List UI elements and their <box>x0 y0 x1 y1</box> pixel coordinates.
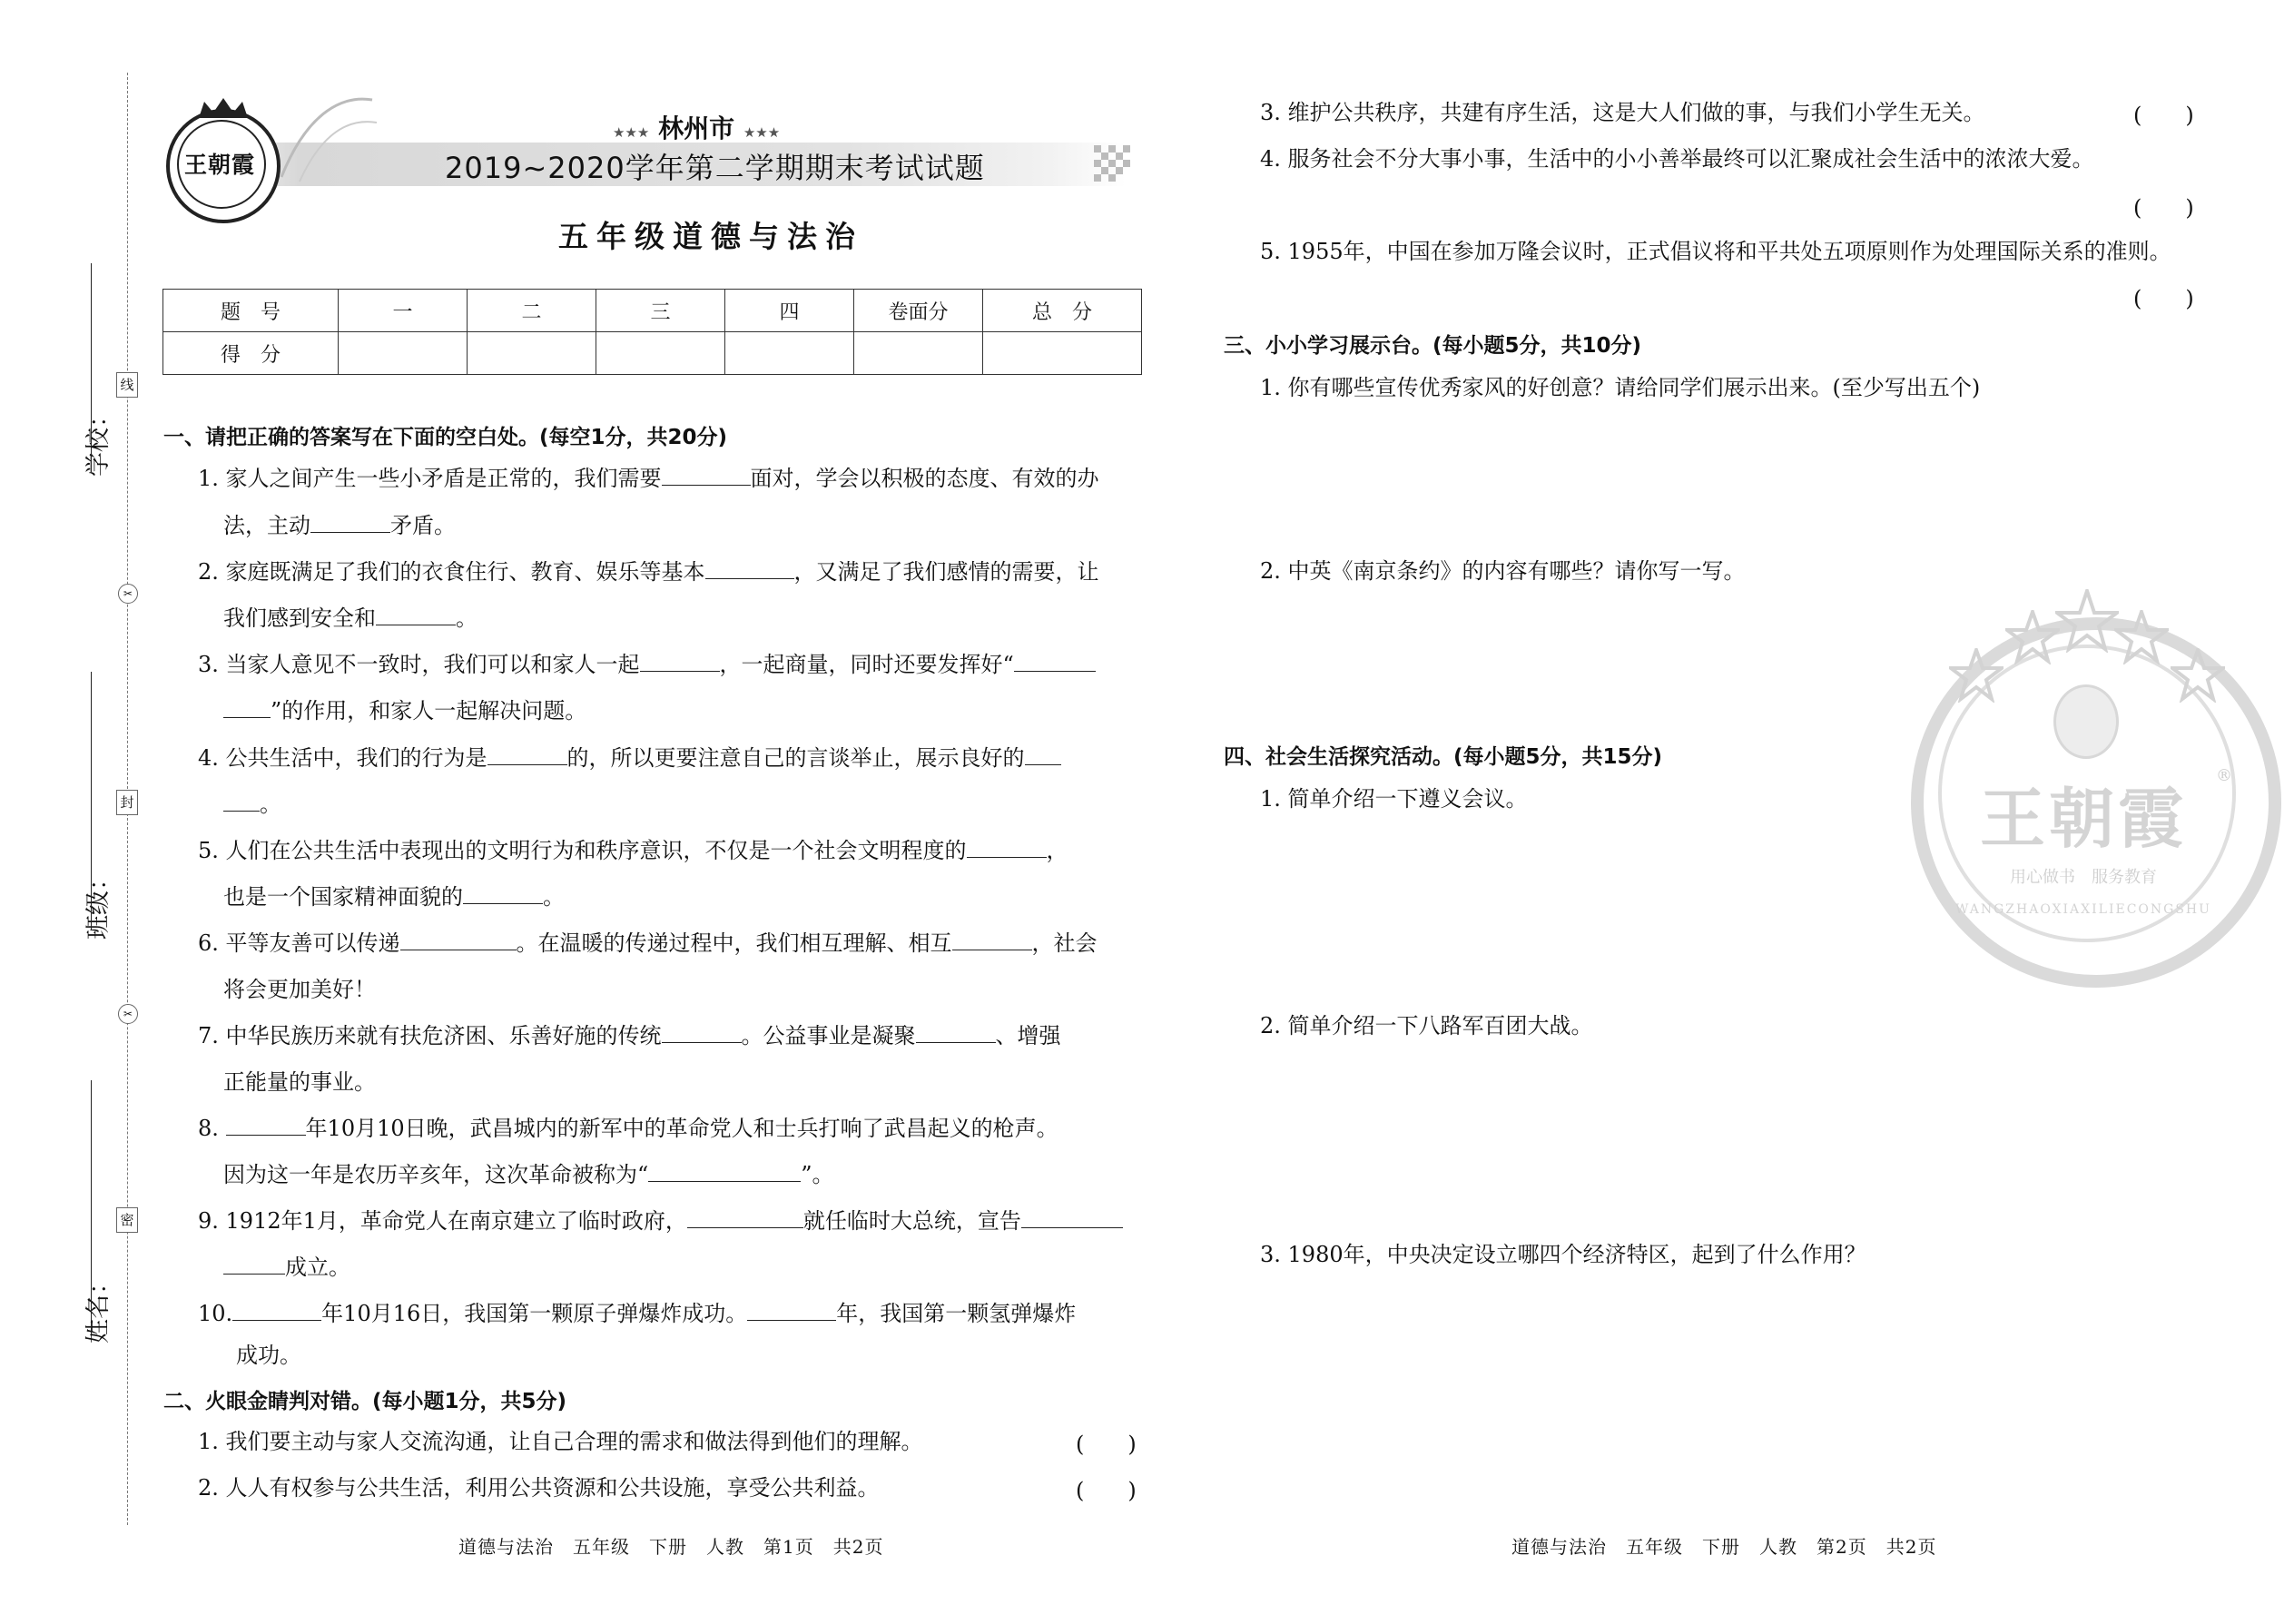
question-3-line-2 <box>223 695 586 726</box>
q-text: 年10月16日，我国第一颗原子弹爆炸成功。 <box>321 1301 748 1326</box>
checker-decoration <box>1094 145 1139 185</box>
name-label: 姓名： <box>84 1270 113 1343</box>
watermark-seal <box>1911 617 2281 988</box>
judge-5: 5. 1955年，中国在参加万隆会议时，正式倡议将和平共处五项原则作为处理国际关系的准则。 <box>1260 239 2171 264</box>
q-text: 将会更加美好！ <box>223 977 376 1002</box>
score-table <box>162 289 1142 375</box>
answer-blank[interactable] <box>223 1254 285 1275</box>
q-text: 7. 中华民族历来就有扶危济困、乐善好施的传统 <box>198 1023 662 1048</box>
watermark-portrait <box>2053 684 2119 759</box>
crown-icon <box>197 98 250 120</box>
answer-blank[interactable] <box>662 465 751 486</box>
q-text: 我们感到安全和 <box>223 605 376 631</box>
answer-blank[interactable] <box>1021 1207 1123 1228</box>
q-text: 4. 公共生活中，我们的行为是 <box>198 745 487 771</box>
answer-blank[interactable] <box>916 1022 996 1043</box>
q-text: ， <box>1046 838 1068 863</box>
watermark-name: 王朝霞 <box>1979 780 2187 857</box>
answer-blank[interactable] <box>967 837 1047 858</box>
q-text: ，又满足了我们感情的需要，让 <box>793 559 1099 585</box>
q-text: 。公益事业是凝聚 <box>741 1023 916 1048</box>
score-cell: 一 <box>339 290 468 332</box>
judge-3: 3. 维护公共秩序，共建有序生活，这是大人们做的事，与我们小学生无关。 <box>1260 100 1985 125</box>
q-text: 5. 人们在公共生活中表现出的文明行为和秩序意识，不仅是一个社会文明程度的 <box>198 838 967 863</box>
q-text: 10. <box>198 1301 233 1326</box>
judge-4: 4. 服务社会不分大事小事，生活中的小小善举最终可以汇聚成社会生活中的浓浓大爱。 <box>1260 146 2094 172</box>
q-text: 面对，学会以积极的态度、有效的办 <box>750 466 1099 491</box>
page-1-footer: 道德与法治 五年级 下册 人教 第1页 共2页 <box>458 1536 884 1558</box>
question-5-line-2 <box>223 881 565 912</box>
activity-question-1: 1. 简单介绍一下遵义会议。 <box>1260 786 1528 812</box>
q-text: 因为这一年是农历辛亥年，这次革命被称为“ <box>223 1162 649 1187</box>
q-text: 年，我国第一颗氢弹爆炸 <box>836 1301 1077 1326</box>
school-blank-line[interactable] <box>91 263 92 472</box>
answer-area[interactable] <box>1260 1275 2168 1502</box>
answer-blank[interactable] <box>310 512 390 533</box>
answer-blank[interactable] <box>1025 744 1061 765</box>
question-10-line-2 <box>236 1340 301 1371</box>
q-text: 成功。 <box>236 1343 301 1368</box>
score-cell: 四 <box>725 290 854 332</box>
score-input-cell[interactable] <box>854 332 983 375</box>
section-2-heading: 二、火眼金睛判对错。(每小题1分，共5分) <box>163 1390 567 1413</box>
question-4-line-2 <box>223 789 281 820</box>
star-icon <box>1949 648 2004 703</box>
star-icon <box>2114 610 2169 664</box>
answer-blank[interactable] <box>223 791 260 812</box>
q-text: 9. 1912年1月，革命党人在南京建立了临时政府， <box>198 1208 687 1234</box>
answer-area[interactable] <box>1260 1047 2168 1228</box>
judge-2: 2. 人人有权参与公共生活，利用公共资源和公共设施，享受公共利益。 <box>198 1475 880 1501</box>
question-1-line-1 <box>198 463 1099 494</box>
question-10-line-1 <box>198 1298 1076 1329</box>
city-title <box>613 109 780 145</box>
q-text: ”。 <box>801 1162 834 1187</box>
q-text: ，一起商量，同时还要发挥好“ <box>719 652 1014 677</box>
answer-blank[interactable] <box>400 930 517 950</box>
question-6-line-1 <box>198 928 1098 959</box>
class-label: 班级： <box>84 866 113 940</box>
scissor-icon: ✂ <box>118 1004 138 1024</box>
answer-blank[interactable] <box>952 930 1032 950</box>
score-cell: 总 分 <box>983 290 1142 332</box>
answer-blank[interactable] <box>705 558 794 579</box>
ribbon-decoration <box>272 91 381 191</box>
q-text: 2. 家庭既满足了我们的衣食住行、教育、娱乐等基本 <box>198 559 705 585</box>
registered-mark-icon: ® <box>2216 766 2232 785</box>
city-name: 林州市 <box>658 113 735 143</box>
q-text: 正能量的事业。 <box>223 1069 376 1095</box>
watermark-slogan: 用心做书 服务教育 <box>2010 868 2157 887</box>
q-text: ”的作用，和家人一起解决问题。 <box>271 698 587 723</box>
stars-right: ★★★ <box>743 124 781 141</box>
answer-blank[interactable] <box>223 697 271 718</box>
judge-5-answer-box[interactable]: ( ) <box>2133 286 2194 311</box>
answer-blank[interactable] <box>1014 651 1096 672</box>
seal-mark: 封 <box>116 790 138 815</box>
q-text: 1. 家人之间产生一些小矛盾是正常的，我们需要 <box>198 466 662 491</box>
answer-blank[interactable] <box>376 605 456 625</box>
score-cell: 卷面分 <box>854 290 983 332</box>
q-text: 就任临时大总统，宣告 <box>802 1208 1021 1234</box>
score-input-cell[interactable] <box>596 332 725 375</box>
answer-blank[interactable] <box>640 651 720 672</box>
exam-title: 2019~2020学年第二学期期末考试试题 <box>445 151 985 185</box>
show-question-2: 2. 中英《南京条约》的内容有哪些？请你写一写。 <box>1260 558 1746 584</box>
star-icon <box>2171 648 2225 703</box>
question-3-line-1 <box>198 649 1096 680</box>
question-9-line-2 <box>223 1252 350 1283</box>
score-cell: 得 分 <box>163 332 339 375</box>
answer-blank[interactable] <box>487 744 567 765</box>
question-7-line-1 <box>198 1020 1061 1051</box>
activity-question-3: 3. 1980年，中央决定设立哪四个经济特区，起到了什么作用？ <box>1260 1242 1866 1267</box>
score-table-score-row <box>163 332 1142 375</box>
star-icon <box>2055 589 2119 653</box>
score-cell: 题 号 <box>163 290 339 332</box>
q-text: 成立。 <box>285 1255 350 1280</box>
score-cell: 三 <box>596 290 725 332</box>
question-2-line-1 <box>198 556 1099 587</box>
judge-2-answer-box[interactable]: ( ) <box>1076 1478 1137 1503</box>
q-text: 3. 当家人意见不一致时，我们可以和家人一起 <box>198 652 640 677</box>
question-5-line-1 <box>198 835 1068 866</box>
activity-question-2: 2. 简单介绍一下八路军百团大战。 <box>1260 1013 1593 1038</box>
name-blank-line[interactable] <box>91 1080 92 1334</box>
scissor-icon: ✂ <box>118 584 138 604</box>
star-icon <box>2005 610 2060 664</box>
answer-blank[interactable] <box>226 1115 306 1136</box>
q-text: ，社会 <box>1031 930 1098 956</box>
q-text: 8. <box>198 1116 219 1141</box>
question-9-line-1 <box>198 1206 1123 1236</box>
q-text: 。在温暖的传递过程中，我们相互理解、相互 <box>516 930 952 956</box>
score-table-header-row <box>163 290 1142 332</box>
answer-blank[interactable] <box>687 1207 803 1228</box>
q-text: 6. 平等友善可以传递 <box>198 930 400 956</box>
class-blank-line[interactable] <box>91 672 92 930</box>
section-4-heading: 四、社会生活探究活动。(每小题5分，共15分) <box>1224 745 1663 769</box>
show-question-1: 1. 你有哪些宣传优秀家风的好创意？请给同学们展示出来。(至少写出五个) <box>1260 375 1981 400</box>
q-text: 。 <box>456 605 478 631</box>
question-2-line-2 <box>223 603 478 634</box>
judge-1-answer-box[interactable]: ( ) <box>1076 1432 1137 1457</box>
dense-mark: 密 <box>116 1207 138 1233</box>
score-input-cell[interactable] <box>983 332 1142 375</box>
subject-title: 五年级道德与法治 <box>558 219 863 254</box>
school-label: 学校： <box>84 403 113 477</box>
q-text: 。 <box>543 884 565 910</box>
stars-left: ★★★ <box>613 124 650 141</box>
q-text: 。 <box>260 792 281 817</box>
question-8-line-2 <box>223 1159 834 1190</box>
watermark-ring-text: WANGZHAOXIAXILIECONGSHU <box>1955 902 2211 917</box>
answer-blank[interactable] <box>747 1300 836 1321</box>
logo-text: 王朝霞 <box>183 152 255 178</box>
answer-blank[interactable] <box>648 1161 801 1182</box>
answer-area[interactable] <box>1260 408 2168 545</box>
answer-blank[interactable] <box>463 883 543 904</box>
q-text: 年10月10日晚，武昌城内的新军中的革命党人和士兵打响了武昌起义的枪声。 <box>305 1116 1058 1141</box>
judge-1: 1. 我们要主动与家人交流沟通，让自己合理的需求和做法得到他们的理解。 <box>198 1429 923 1454</box>
q-text: 、增强 <box>995 1023 1061 1048</box>
section-3-heading: 三、小小学习展示台。(每小题5分，共10分) <box>1224 334 1642 358</box>
line-mark: 线 <box>116 372 138 398</box>
score-input-cell[interactable] <box>725 332 854 375</box>
score-input-cell[interactable] <box>339 332 468 375</box>
judge-4-answer-box[interactable]: ( ) <box>2133 195 2194 221</box>
page-2-footer: 道德与法治 五年级 下册 人教 第2页 共2页 <box>1511 1536 1937 1558</box>
q-text: 法，主动 <box>223 513 310 538</box>
question-6-line-2 <box>223 974 376 1005</box>
score-input-cell[interactable] <box>468 332 596 375</box>
answer-blank[interactable] <box>232 1300 321 1321</box>
score-cell: 二 <box>468 290 596 332</box>
question-1-line-2 <box>223 510 456 541</box>
brand-logo <box>166 109 281 223</box>
answer-blank[interactable] <box>662 1022 742 1043</box>
question-4-line-1 <box>198 743 1061 773</box>
q-text: 的，所以更要注意自己的言谈举止，展示良好的 <box>566 745 1025 771</box>
q-text: 也是一个国家精神面貌的 <box>223 884 463 910</box>
section-1-heading: 一、请把正确的答案写在下面的空白处。(每空1分，共20分) <box>163 426 728 449</box>
q-text: 矛盾。 <box>390 513 456 538</box>
question-7-line-2 <box>223 1067 376 1097</box>
judge-3-answer-box[interactable]: ( ) <box>2133 103 2194 128</box>
question-8-line-1 <box>198 1113 1058 1144</box>
